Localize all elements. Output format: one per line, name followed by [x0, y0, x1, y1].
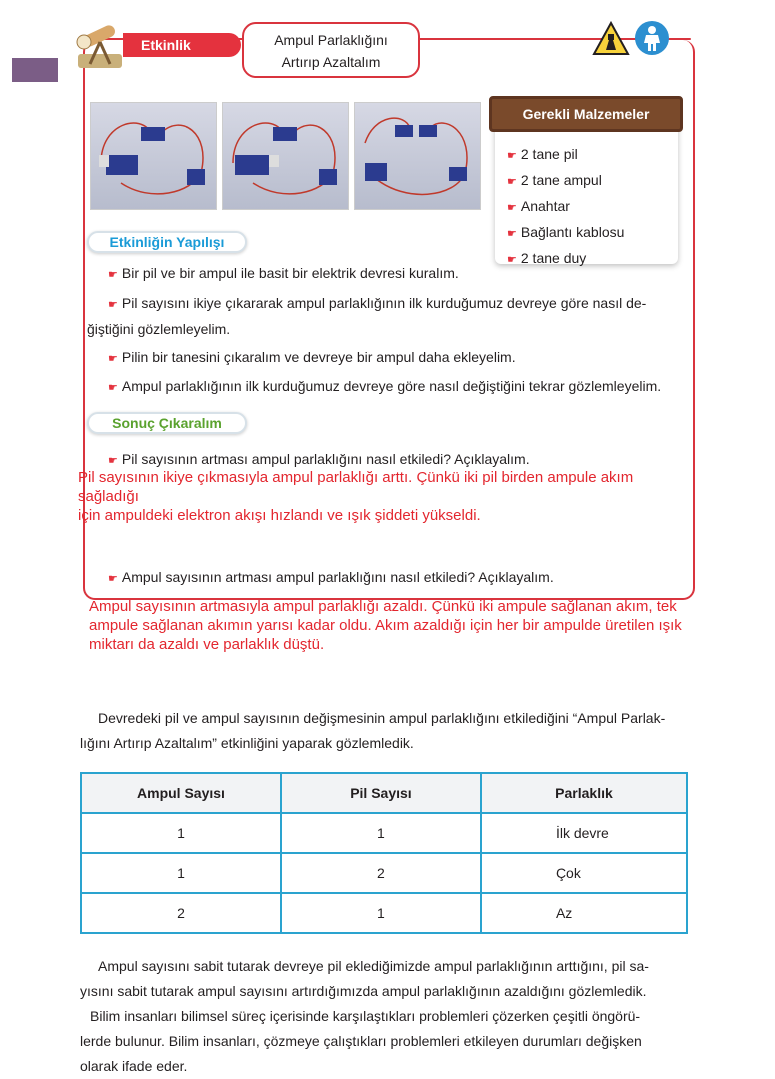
- procedure-title: Etkinliğin Yapılışı: [87, 231, 247, 253]
- list-item: ☛ Bağlantı kablosu: [507, 224, 625, 240]
- activity-title-line2: Artırıp Azaltalım: [281, 54, 381, 70]
- intro-paragraph: Devredeki pil ve ampul sayısının değişmesinin ampul parlaklığını etkilediğini “Ampul Parlak- lığını Artırıp Azaltalım” etkinliğini yaparak gözlemledik.: [80, 710, 666, 751]
- hand-pointer-icon: ☛: [108, 455, 118, 467]
- hand-pointer-icon: ☛: [507, 254, 517, 266]
- table-cell: 2: [81, 893, 281, 933]
- procedure-step-2: ☛ Pil sayısını ikiye çıkararak ampul parlaklığının ilk kurduğumuz devreye göre nasıl de-: [108, 295, 647, 311]
- hand-pointer-icon: ☛: [108, 382, 118, 394]
- procedure-step-2-cont: ğiştiğini gözlemleyelim.: [87, 321, 231, 337]
- conclusion-title: Sonuç Çıkaralım: [87, 412, 247, 434]
- table-cell: 2: [281, 853, 481, 893]
- procedure-step-1: ☛ Bir pil ve bir ampul ile basit bir elektrik devresi kuralım.: [108, 265, 459, 281]
- page-edge-tab: [12, 58, 58, 82]
- hand-pointer-icon: ☛: [507, 176, 517, 188]
- hand-pointer-icon: ☛: [108, 353, 118, 365]
- column-header: Pil Sayısı: [281, 773, 481, 813]
- list-item: ☛ 2 tane duy: [507, 250, 587, 266]
- procedure-step-3: ☛ Pilin bir tanesini çıkaralım ve devreye bir ampul daha ekleyelim.: [108, 349, 516, 365]
- materials-title: Gerekli Malzemeler: [489, 96, 683, 132]
- closing-paragraph-2: Bilim insanları bilimsel süreç içerisinde karşılaştıkları problemleri çözerken çeşitli öngörü- lerde bulunur. Bilim insanları, çözmeye çalıştıkları problemleri etkileyen durumları değişken olarak ifade eder.: [80, 1008, 642, 1074]
- hazard-icon: [592, 20, 630, 58]
- circuit-drawing-1: [91, 103, 216, 209]
- activity-tag: Etkinlik: [123, 33, 241, 57]
- table-cell: 1: [281, 813, 481, 853]
- closing-paragraph-1: Ampul sayısını sabit tutarak devreye pil eklediğimizde ampul parlaklığının arttığını, pil sa- yısını sabit tutarak ampul sayısını artırdığımızda ampul parlaklığının azaldığını gözlemledik.: [80, 958, 649, 999]
- answer-1: Pil sayısının ikiye çıkmasıyla ampul parlaklığı arttı. Çünkü iki pil birden ampule akım sağladığı için ampuldeki elektron akışı hızlandı ve ışık şiddeti yükseldi.: [78, 469, 634, 524]
- table-row: [81, 853, 687, 893]
- circuit-drawing-3: [355, 103, 480, 209]
- question-1: ☛ Pil sayısının artması ampul parlaklığını nasıl etkiledi? Açıklayalım.: [108, 451, 530, 467]
- hand-pointer-icon: ☛: [108, 299, 118, 311]
- lab-suit-icon: [634, 20, 670, 56]
- table-cell: Çok: [481, 853, 687, 893]
- table-row: [81, 813, 687, 853]
- circuit-photo-1: [90, 102, 217, 210]
- hand-pointer-icon: ☛: [507, 150, 517, 162]
- table-cell: Az: [481, 893, 687, 933]
- list-item: ☛ 2 tane ampul: [507, 172, 602, 188]
- table-header-row: [81, 773, 687, 813]
- circuit-photo-3: [354, 102, 481, 210]
- answer-2: Ampul sayısının artmasıyla ampul parlaklığı azaldı. Çünkü iki ampule sağlanan akım, tek ampule sağlanan akımın yarısı kadar oldu. Akım azaldığı için her bir ampulde üretilen ışık miktarı da azaldı ve parlaklık düştü.: [89, 598, 682, 653]
- hand-pointer-icon: ☛: [507, 228, 517, 240]
- list-item: ☛ Anahtar: [507, 198, 570, 214]
- procedure-step-4: ☛ Ampul parlaklığının ilk kurduğumuz devreye göre nasıl değiştiğini tekrar gözlemleyelim.: [108, 378, 662, 394]
- question-2: ☛ Ampul sayısının artması ampul parlaklığını nasıl etkiledi? Açıklayalım.: [108, 569, 554, 585]
- activity-title-line1: Ampul Parlaklığını: [274, 32, 388, 48]
- hand-pointer-icon: ☛: [507, 202, 517, 214]
- table-cell: 1: [81, 853, 281, 893]
- column-header: Parlaklık: [481, 773, 687, 813]
- table-row: [81, 893, 687, 933]
- table-cell: İlk devre: [481, 813, 687, 853]
- activity-title: [242, 22, 420, 78]
- table-cell: 1: [281, 893, 481, 933]
- circuit-drawing-2: [223, 103, 348, 209]
- results-table: [80, 772, 688, 934]
- circuit-photo-2: [222, 102, 349, 210]
- materials-list: [507, 142, 624, 272]
- telescope-icon: [72, 14, 132, 74]
- hand-pointer-icon: ☛: [108, 269, 118, 281]
- table-cell: 1: [81, 813, 281, 853]
- hand-pointer-icon: ☛: [108, 573, 118, 585]
- list-item: ☛ 2 tane pil: [507, 146, 578, 162]
- column-header: Ampul Sayısı: [81, 773, 281, 813]
